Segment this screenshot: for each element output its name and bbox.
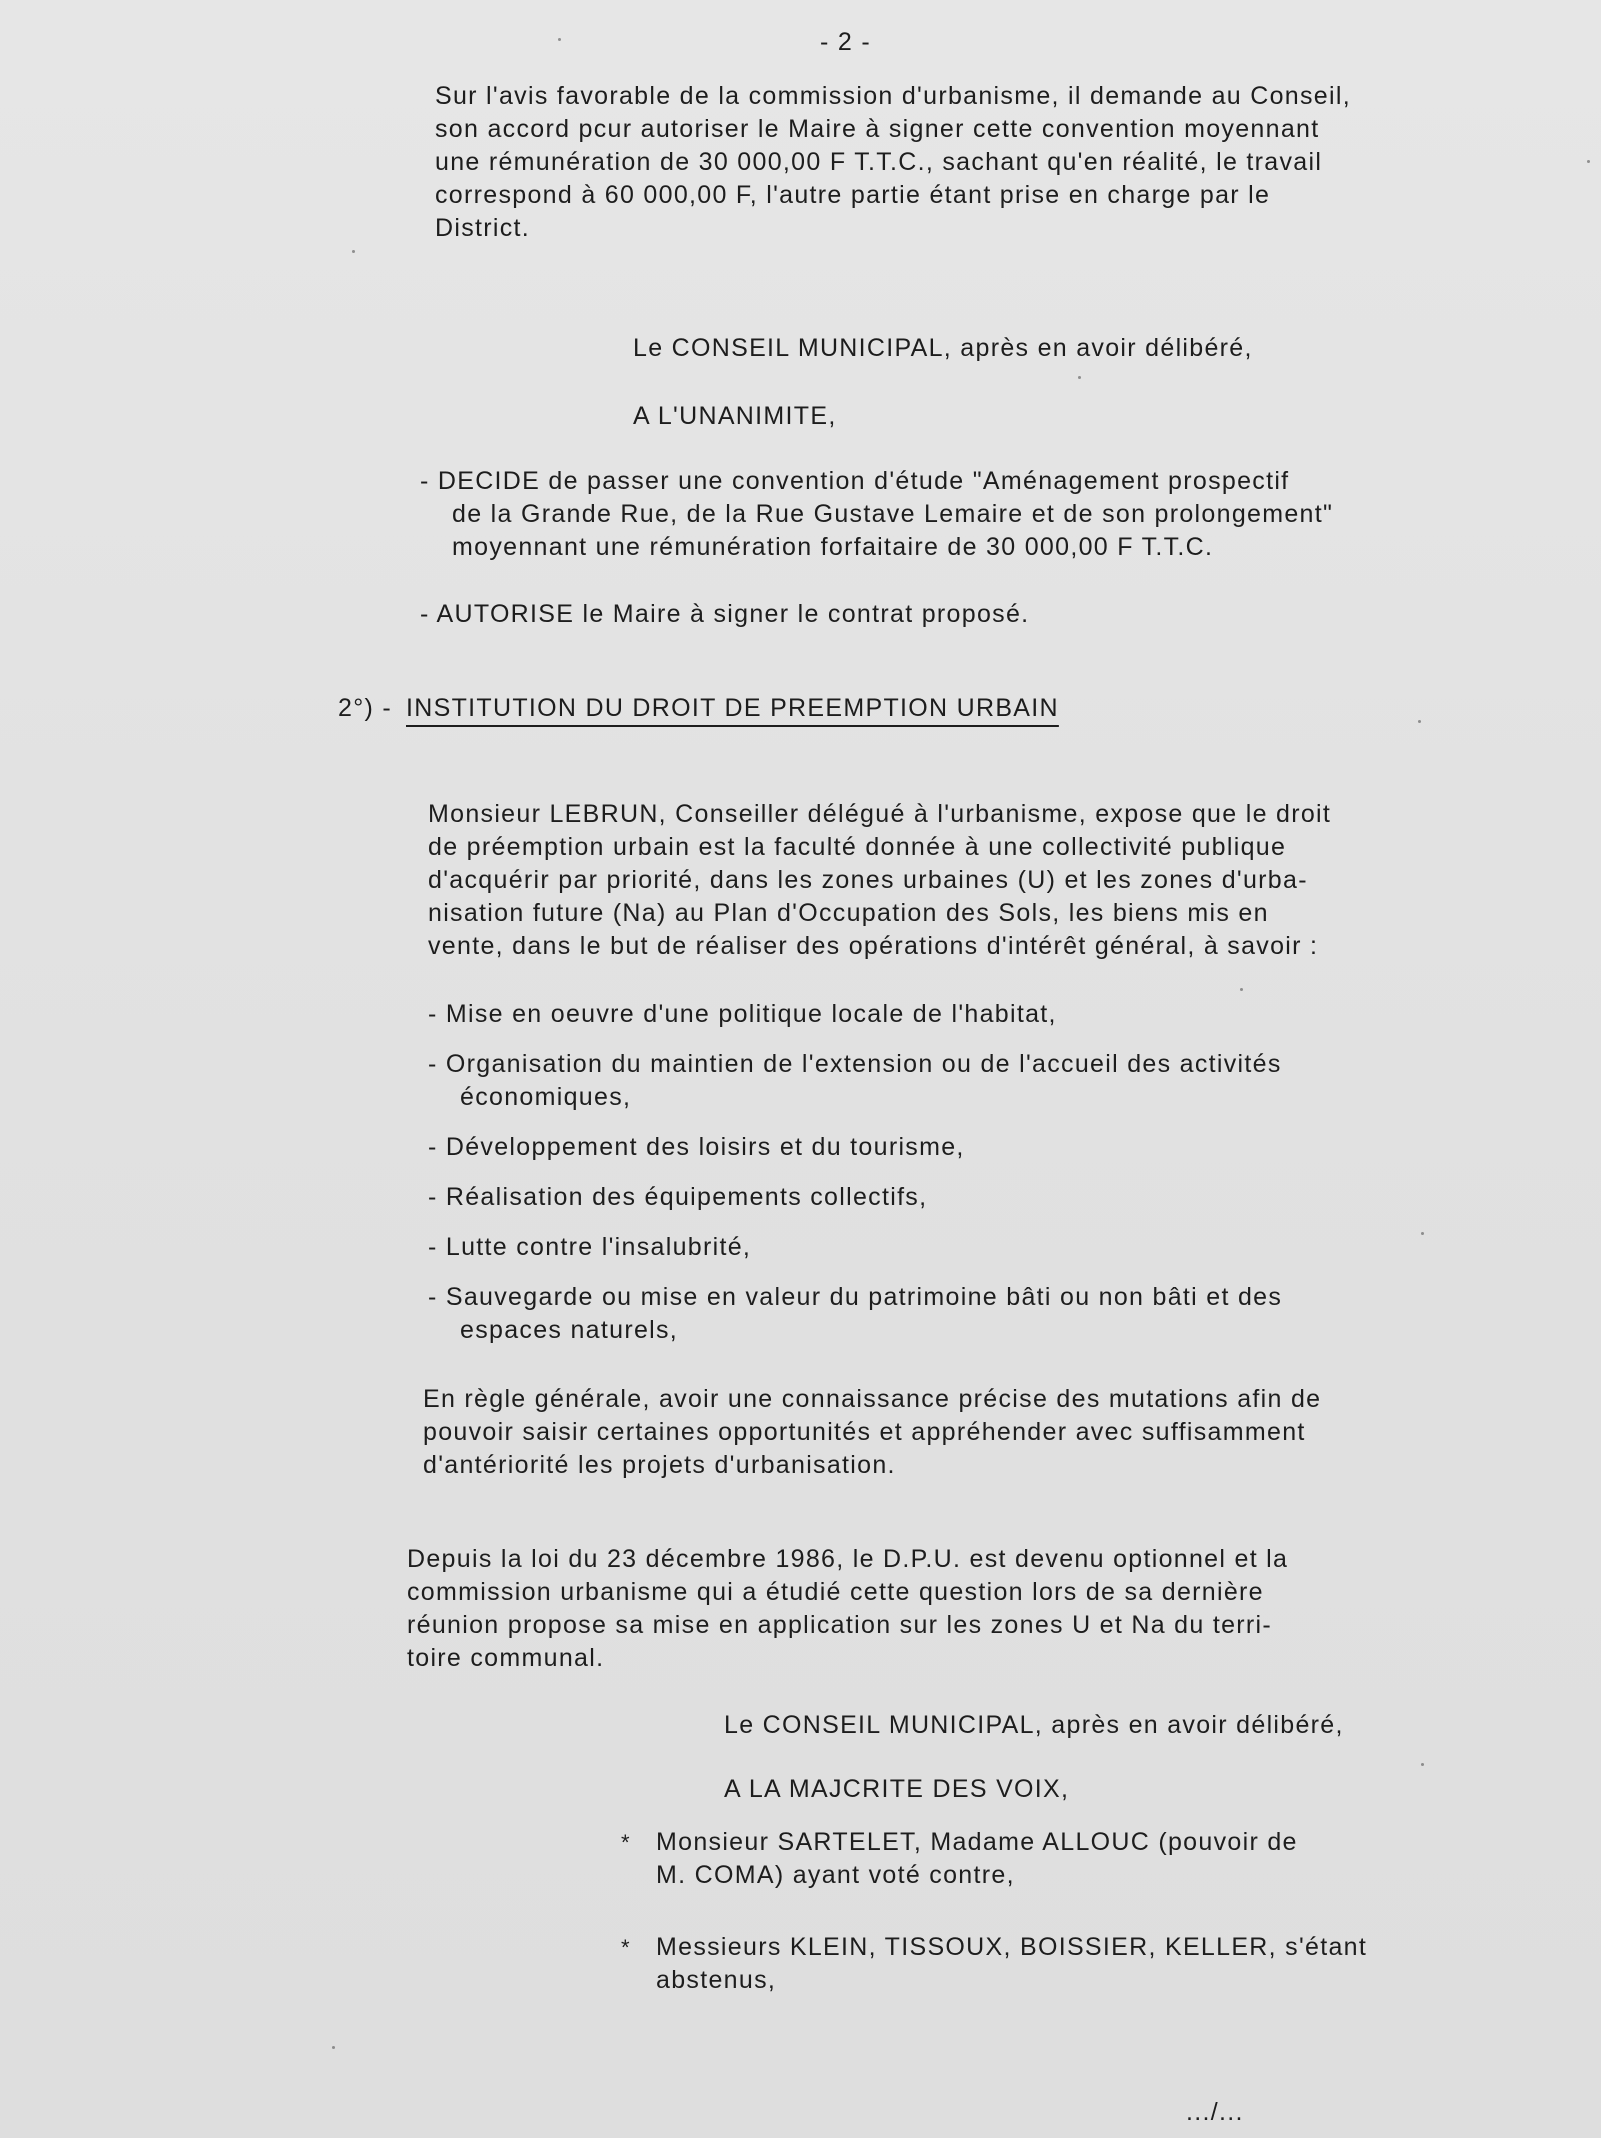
text-line: d'antériorité les projets d'urbanisation. xyxy=(423,1451,896,1479)
text-line: En règle générale, avoir une connaissance précise des mutations afin de xyxy=(423,1385,1322,1413)
text-line: vente, dans le but de réaliser des opérations d'intérêt général, à savoir : xyxy=(428,932,1319,960)
text-line: économiques, xyxy=(460,1083,632,1111)
text-line: de la Grande Rue, de la Rue Gustave Lemaire et de son prolongement" xyxy=(452,500,1334,528)
text-line: - DECIDE de passer une convention d'étude "Aménagement prospectif xyxy=(420,467,1290,495)
text-line: Monsieur SARTELET, Madame ALLOUC (pouvoir de xyxy=(656,1828,1298,1856)
text-line: Messieurs KLEIN, TISSOUX, BOISSIER, KELLER, s'étant xyxy=(656,1933,1368,1961)
vote-result: A L'UNANIMITE, xyxy=(633,402,837,430)
council-deliberation-header: Le CONSEIL MUNICIPAL, après en avoir délibéré, xyxy=(633,334,1253,362)
scan-speck xyxy=(1078,376,1081,379)
text-line: Sur l'avis favorable de la commission d'urbanisme, il demande au Conseil, xyxy=(435,82,1351,110)
section-heading xyxy=(338,692,1059,725)
vote-bullet xyxy=(621,1826,1298,1892)
scan-speck xyxy=(1421,1763,1424,1766)
text-line: Monsieur LEBRUN, Conseiller délégué à l'urbanisme, expose que le droit xyxy=(428,800,1332,828)
text-line: son accord pcur autoriser le Maire à signer cette convention moyennant xyxy=(435,115,1320,143)
text-line: toire communal. xyxy=(407,1644,605,1672)
list-item xyxy=(428,1131,1282,1164)
objectives-list xyxy=(428,998,1282,1364)
list-item xyxy=(428,1181,1282,1214)
section-title: INSTITUTION DU DROIT DE PREEMPTION URBAIN xyxy=(406,694,1059,722)
text-line: M. COMA) ayant voté contre, xyxy=(656,1861,1015,1889)
scan-speck xyxy=(1587,160,1590,163)
text-line: moyennant une rémunération forfaitaire de 30 000,00 F T.T.C. xyxy=(452,533,1214,561)
text-line: - Développement des loisirs et du tourisme, xyxy=(428,1133,965,1161)
text-line: - Réalisation des équipements collectifs, xyxy=(428,1183,928,1211)
text-line: d'acquérir par priorité, dans les zones urbaines (U) et les zones d'urba- xyxy=(428,866,1308,894)
text-line: Depuis la loi du 23 décembre 1986, le D.P.U. est devenu optionnel et la xyxy=(407,1545,1289,1573)
bullet-asterisk: * xyxy=(621,1935,631,1960)
text-line: une rémunération de 30 000,00 F T.T.C., sachant qu'en réalité, le travail xyxy=(435,148,1323,176)
section-intro-paragraph xyxy=(428,798,1331,963)
text-line: réunion propose sa mise en application sur les zones U et Na du terri- xyxy=(407,1611,1273,1639)
decision-paragraph xyxy=(420,465,1333,564)
list-item xyxy=(428,1281,1282,1347)
scan-speck xyxy=(352,250,355,253)
text-line: de préemption urbain est la faculté donnée à une collectivité publique xyxy=(428,833,1287,861)
list-item xyxy=(428,1048,1282,1114)
text-line: pouvoir saisir certaines opportunités et appréhender avec suffisamment xyxy=(423,1418,1306,1446)
text-line: - Sauvegarde ou mise en valeur du patrimoine bâti ou non bâti et des xyxy=(428,1283,1283,1311)
continuation-mark: .../... xyxy=(1186,2098,1244,2126)
authorization-line: - AUTORISE le Maire à signer le contrat proposé. xyxy=(420,600,1030,628)
text-line: correspond à 60 000,00 F, l'autre partie étant prise en charge par le xyxy=(435,181,1271,209)
scan-speck xyxy=(332,2046,335,2049)
scan-speck xyxy=(1418,720,1421,723)
list-item xyxy=(428,998,1282,1031)
law-paragraph xyxy=(407,1543,1288,1675)
text-line: - Mise en oeuvre d'une politique locale de l'habitat, xyxy=(428,1000,1057,1028)
text-line: espaces naturels, xyxy=(460,1316,679,1344)
page-number: - 2 - xyxy=(820,28,871,56)
section-number: 2°) - xyxy=(338,694,392,722)
vote-bullet xyxy=(621,1931,1367,1997)
council-deliberation-header: Le CONSEIL MUNICIPAL, après en avoir délibéré, xyxy=(724,1711,1344,1739)
text-line: commission urbanisme qui a étudié cette question lors de sa dernière xyxy=(407,1578,1264,1606)
text-line: abstenus, xyxy=(656,1966,777,1994)
general-rule-paragraph xyxy=(423,1383,1321,1482)
text-line: District. xyxy=(435,214,531,242)
intro-paragraph xyxy=(435,80,1351,245)
scan-speck xyxy=(1240,988,1243,991)
text-line: nisation future (Na) au Plan d'Occupation des Sols, les biens mis en xyxy=(428,899,1269,927)
bullet-asterisk: * xyxy=(621,1830,631,1855)
text-line: - Organisation du maintien de l'extension ou de l'accueil des activités xyxy=(428,1050,1282,1078)
scan-speck xyxy=(1421,1232,1424,1235)
vote-result: A LA MAJCRITE DES VOIX, xyxy=(724,1775,1070,1803)
scan-speck xyxy=(558,38,561,41)
list-item xyxy=(428,1231,1282,1264)
text-line: - Lutte contre l'insalubrité, xyxy=(428,1233,752,1261)
